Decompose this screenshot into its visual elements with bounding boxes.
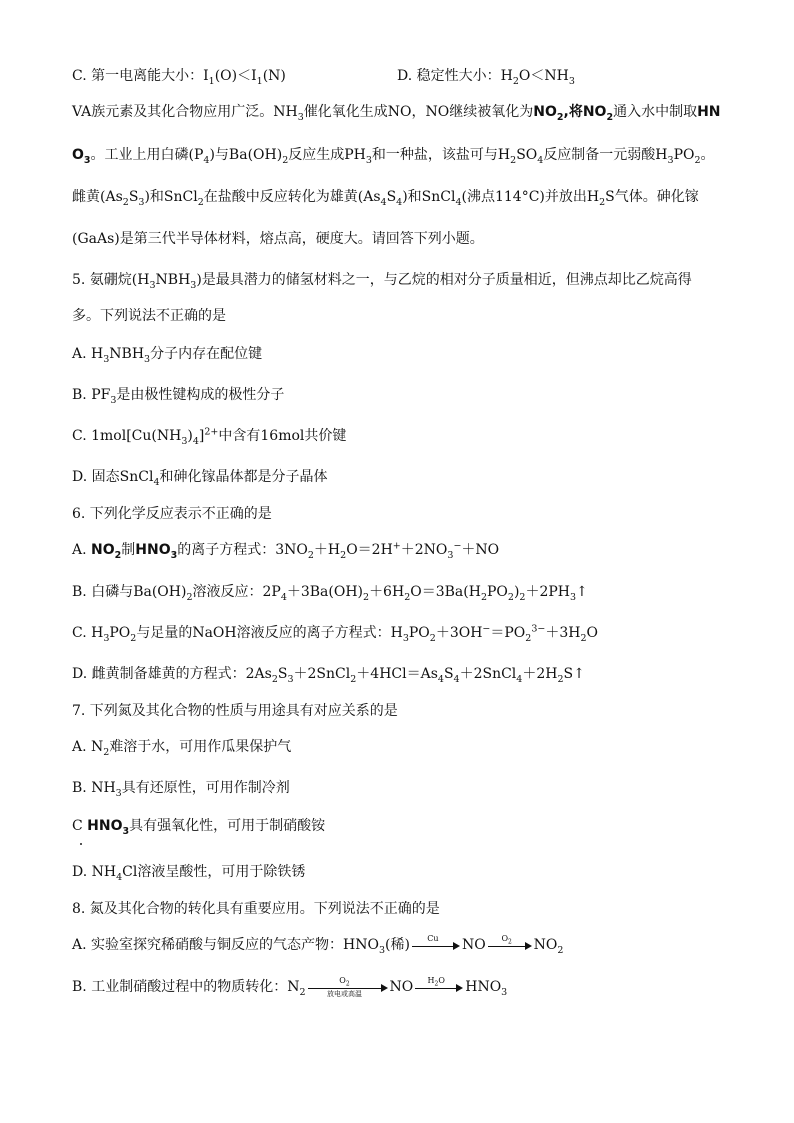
intro-line-1: VA族元素及其化合物应用广泛。$NH_3$催化氧化生成NO，NO继续被氧化为$NO_2$,将$NO_2$通入水中制取HN <box>72 104 721 123</box>
stray-dot <box>80 843 82 845</box>
q8-option-a: A. 实验室探究稀硝酸与铜反应的气态产物：$HNO_3$(稀) Cu NO $O_2$ $NO_2$ <box>72 934 564 956</box>
q4-option-c: C. 第一电离能大小：$I_1(O)<I_1(N)$ <box>72 68 286 87</box>
q7-option-a: A. $N_2$难溶于水，可用作瓜果保护气 <box>72 739 292 758</box>
q7-option-d: D. $NH_4Cl$溶液呈酸性，可用于除铁锈 <box>72 864 306 883</box>
q8-option-b: B. 工业制硝酸过程中的物质转化：$N_2$ $O_2$ 放电或高温 NO $H_2O$ $HNO_3$ <box>72 976 508 998</box>
intro-line-4: (GaAs)是第三代半导体材料，熔点高，硬度大。请回答下列小题。 <box>72 231 484 247</box>
reaction-arrow-cu: Cu <box>412 935 460 955</box>
q8-stem: 8. 氮及其化合物的转化具有重要应用。下列说法不正确的是 <box>72 901 440 917</box>
q6-option-c: C. $H_3PO_2$与足量的NaOH溶液反应的离子方程式：$H_3PO_2+3OH^-=PO_2^{3-}+3H_2O$ <box>72 623 599 644</box>
q5-option-c: C. $1mol[Cu(NH_3)_4]^{2+}$中含有16mol共价键 <box>72 426 347 447</box>
q5-option-d: D. 固态SnCl$_4$和砷化镓晶体都是分子晶体 <box>72 469 328 488</box>
q5-option-b: B. $PF_3$是由极性键构成的极性分子 <box>72 387 285 406</box>
q6-option-a: A. $NO_2$制$HNO_3$的离子方程式：$3NO_2+H_2O=2H^++2NO_3^-+NO$ <box>72 540 500 561</box>
intro-line-2: $O_3$。工业上用白磷$(P_4)$与$Ba(OH)_2$反应生成$PH_3$和一种盐，该盐可与$H_2SO_4$反应制备一元弱酸$H_3PO_2$。 <box>72 147 715 166</box>
reaction-arrow-discharge: $O_2$ 放电或高温 <box>308 977 388 997</box>
q6-option-b: B. 白磷与$Ba(OH)_2$溶液反应：$2P_4+3Ba(OH)_2+6H_2O=3Ba(H_2PO_2)_2+2PH_3↑$ <box>72 584 588 603</box>
q5-option-a: A. $H_3NBH_3$分子内存在配位键 <box>72 346 263 365</box>
q5-stem-line-2: 多。下列说法不正确的是 <box>72 308 226 324</box>
q5-stem-line-1: 5. 氨硼烷$(H_3NBH_3)$是最具潜力的储氢材料之一，与乙烷的相对分子质量相近，但沸点却比乙烷高得 <box>72 272 692 291</box>
q4-option-d: D. 稳定性大小：$H_2O<NH_3$ <box>397 68 575 87</box>
q7-stem: 7. 下列氮及其化合物的性质与用途具有对应关系的是 <box>72 703 398 719</box>
q7-option-c: C $HNO_3$具有强氧化性，可用于制硝酸铵 <box>72 818 326 837</box>
q6-stem: 6. 下列化学反应表示不正确的是 <box>72 506 272 522</box>
q7-option-b: B. $NH_3$具有还原性，可用作制冷剂 <box>72 780 290 799</box>
q6-option-d: D. 雌黄制备雄黄的方程式：$2As_2S_3+2SnCl_2+4HCl=As_4S_4+2SnCl_4+2H_2S↑$ <box>72 666 585 685</box>
intro-line-3: 雌黄$(As_2S_3)$和SnCl$_2$在盐酸中反应转化为雄黄$(As_4S_4)$和SnCl$_4$(沸点114°C)并放出$H_2S$气体。砷化镓 <box>72 189 699 208</box>
reaction-arrow-water: $H_2O$ <box>415 977 463 997</box>
reaction-arrow-o2: $O_2$ <box>488 935 532 955</box>
